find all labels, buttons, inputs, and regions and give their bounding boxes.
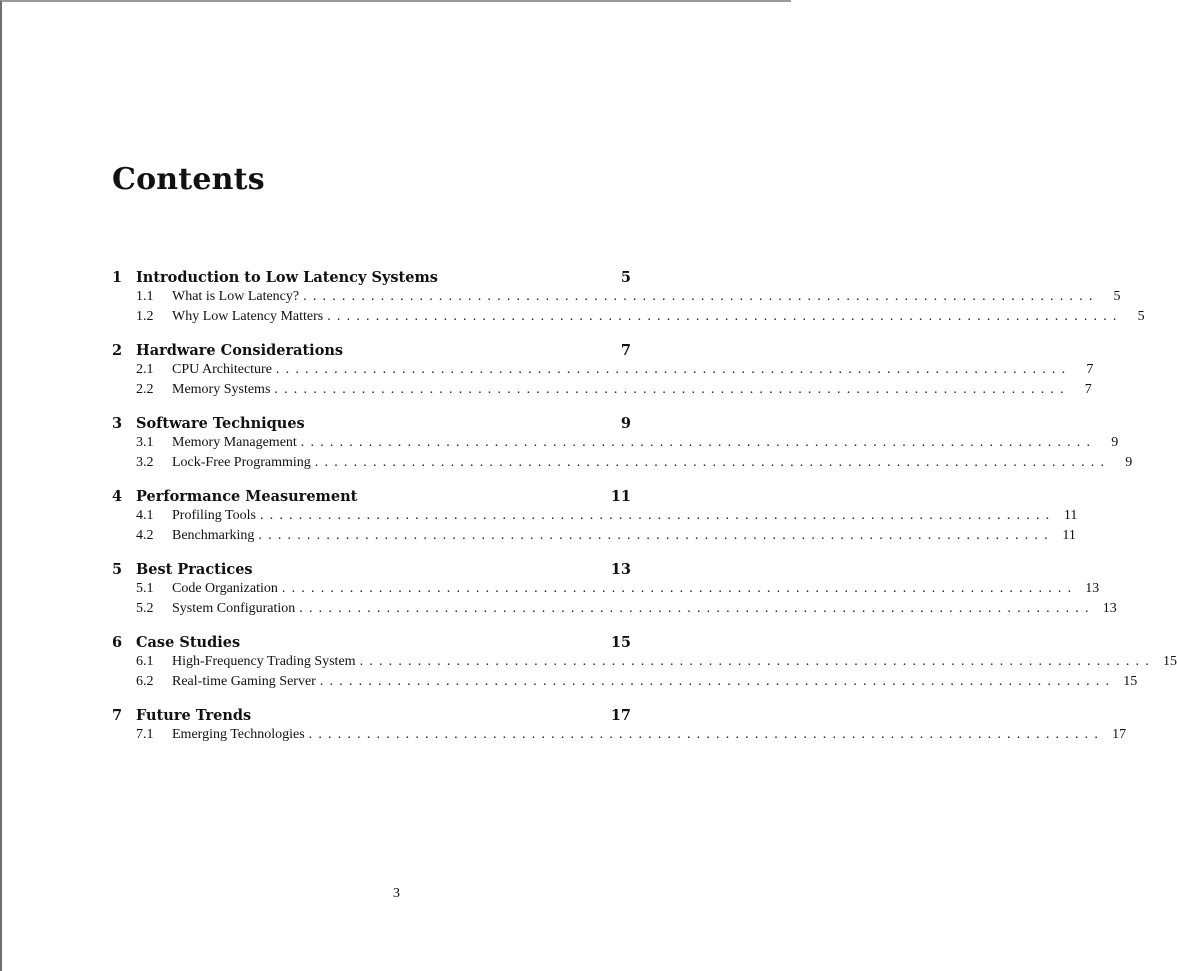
dot-leader: .................................................................................. xyxy=(327,308,1123,324)
dot-leader: .................................................................................. xyxy=(274,381,1070,397)
chapter-page: 9 xyxy=(620,415,631,432)
section-page: 15 xyxy=(1162,654,1177,669)
section-title: High-Frequency Trading System xyxy=(172,654,356,669)
section-page: 11 xyxy=(1063,508,1078,523)
dot-leader: .................................................................................. xyxy=(319,673,1116,689)
section-page: 9 xyxy=(1111,435,1119,450)
dot-leader: .................................................................................. xyxy=(299,600,1095,616)
chapter-title: Best Practices xyxy=(136,561,253,578)
section-page: 9 xyxy=(1125,454,1133,470)
section-number: 4.1 xyxy=(136,508,154,523)
chapter-title: Case Studies xyxy=(136,634,241,651)
section-title: Memory Systems xyxy=(172,381,271,397)
toc-section-entry[interactable] xyxy=(112,362,1094,382)
section-page: 17 xyxy=(1112,727,1127,742)
toc-section-entry[interactable] xyxy=(112,581,1100,601)
section-title: Benchmarking xyxy=(172,527,255,543)
toc-chapter-entry[interactable] xyxy=(112,488,631,508)
toc-section-entry[interactable] xyxy=(112,727,1127,747)
toc-chapter-entry[interactable] xyxy=(112,269,631,289)
toc-chapter-entry[interactable] xyxy=(112,561,631,581)
section-page: 15 xyxy=(1123,673,1138,689)
toc-section-entry[interactable] xyxy=(112,508,1078,528)
page-number: 3 xyxy=(393,886,400,901)
chapter-page: 17 xyxy=(610,707,631,724)
section-number: 2.2 xyxy=(136,381,154,397)
chapter-page: 15 xyxy=(610,634,631,651)
dot-leader: .................................................................................. xyxy=(314,454,1111,470)
chapter-number: 6 xyxy=(112,634,123,651)
section-number: 3.2 xyxy=(136,454,154,470)
toc-chapter-entry[interactable] xyxy=(112,707,631,727)
section-page: 5 xyxy=(1113,289,1121,304)
section-title: System Configuration xyxy=(172,600,296,616)
section-number: 1.1 xyxy=(136,289,154,304)
chapter-number: 7 xyxy=(112,707,123,724)
chapter-number: 4 xyxy=(112,488,123,505)
chapter-title: Software Techniques xyxy=(136,415,305,432)
chapter-page: 7 xyxy=(620,342,631,359)
section-number: 1.2 xyxy=(136,308,154,324)
chapter-title: Hardware Considerations xyxy=(136,342,344,359)
section-number: 7.1 xyxy=(136,727,154,742)
dot-leader: .................................................................................. xyxy=(275,362,1072,377)
section-title: Code Organization xyxy=(172,581,278,596)
section-title: Memory Management xyxy=(172,435,297,450)
toc-chapter xyxy=(112,342,1094,401)
chapter-number: 3 xyxy=(112,415,123,432)
section-title: Emerging Technologies xyxy=(172,727,305,742)
toc-section-entry[interactable] xyxy=(112,673,1138,694)
section-title: CPU Architecture xyxy=(172,362,272,377)
chapter-title: Introduction to Low Latency Systems xyxy=(136,269,438,286)
chapter-title: Performance Measurement xyxy=(136,488,358,505)
section-page: 7 xyxy=(1086,362,1094,377)
chapter-page: 11 xyxy=(610,488,631,505)
section-number: 4.2 xyxy=(136,527,154,543)
toc-chapter-entry[interactable] xyxy=(112,415,631,435)
dot-leader: .................................................................................. xyxy=(359,654,1155,669)
dot-leader: .................................................................................. xyxy=(258,527,1054,543)
dot-leader: .................................................................................. xyxy=(259,508,1056,523)
section-title: Real-time Gaming Server xyxy=(172,673,316,689)
chapter-page: 13 xyxy=(610,561,631,578)
section-page: 13 xyxy=(1102,600,1117,616)
chapter-number: 2 xyxy=(112,342,123,359)
page-title: Contents xyxy=(112,162,265,197)
section-title: What is Low Latency? xyxy=(172,289,300,304)
dot-leader: .................................................................................. xyxy=(300,435,1097,450)
dot-leader: .................................................................................. xyxy=(303,289,1099,304)
chapter-page: 5 xyxy=(620,269,631,286)
toc-chapter xyxy=(112,488,1078,547)
toc-section-entry[interactable] xyxy=(112,289,1121,309)
toc-chapter xyxy=(112,415,1133,474)
chapter-title: Future Trends xyxy=(136,707,252,724)
toc-section-entry[interactable] xyxy=(112,308,1145,329)
section-title: Profiling Tools xyxy=(172,508,256,523)
section-page: 13 xyxy=(1085,581,1100,596)
section-page: 7 xyxy=(1084,381,1092,397)
section-title: Why Low Latency Matters xyxy=(172,308,324,324)
dot-leader: .................................................................................. xyxy=(308,727,1105,742)
toc-section-entry[interactable] xyxy=(112,654,1177,674)
section-number: 2.1 xyxy=(136,362,154,377)
chapter-number: 5 xyxy=(112,561,123,578)
table-of-contents xyxy=(112,269,1177,761)
section-number: 6.1 xyxy=(136,654,154,669)
chapter-number: 1 xyxy=(112,269,123,286)
section-page: 11 xyxy=(1062,527,1076,543)
toc-chapter xyxy=(112,634,1177,693)
section-number: 5.2 xyxy=(136,600,154,616)
toc-section-entry[interactable] xyxy=(112,454,1133,475)
toc-chapter xyxy=(112,561,1117,620)
section-number: 3.1 xyxy=(136,435,154,450)
toc-chapter xyxy=(112,269,1145,328)
section-title: Lock-Free Programming xyxy=(172,454,311,470)
section-number: 6.2 xyxy=(136,673,154,689)
toc-section-entry[interactable] xyxy=(112,435,1119,455)
toc-chapter-entry[interactable] xyxy=(112,342,631,362)
toc-section-entry[interactable] xyxy=(112,600,1117,621)
section-number: 5.1 xyxy=(136,581,154,596)
dot-leader: .................................................................................. xyxy=(281,581,1078,596)
toc-chapter xyxy=(112,707,1127,747)
toc-section-entry[interactable] xyxy=(112,381,1092,402)
toc-chapter-entry[interactable] xyxy=(112,634,631,654)
toc-section-entry[interactable] xyxy=(112,527,1076,548)
section-page: 5 xyxy=(1137,308,1145,324)
